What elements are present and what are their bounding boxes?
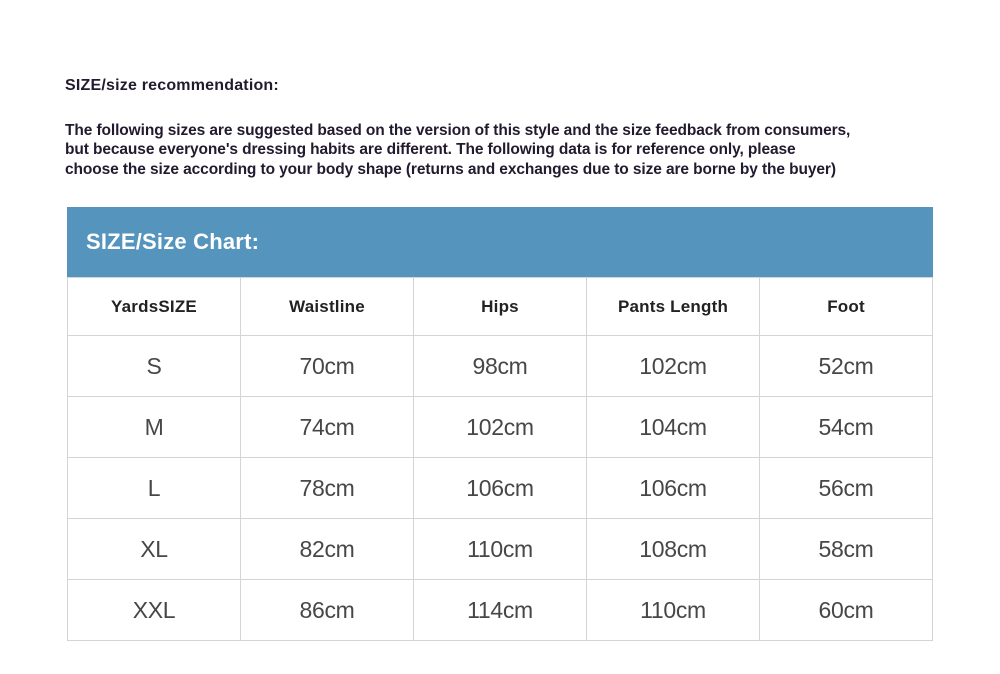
hips-cell: 106cm: [414, 458, 587, 519]
note-line: The following sizes are suggested based on the version of this style and the size feedback from consumers,: [65, 122, 851, 139]
pants-length-cell: 104cm: [587, 397, 760, 458]
foot-cell: 52cm: [760, 336, 933, 397]
pants-length-cell: 106cm: [587, 458, 760, 519]
column-header-pants-length: Pants Length: [587, 278, 760, 336]
size-recommendation-note: [65, 121, 850, 179]
waistline-cell: 78cm: [241, 458, 414, 519]
hips-cell: 110cm: [414, 519, 587, 580]
column-header-hips: Hips: [414, 278, 587, 336]
table-row: [68, 458, 933, 519]
size-cell: XXL: [68, 580, 241, 641]
column-header-yards-size: YardsSIZE: [68, 278, 241, 336]
table-row: [68, 519, 933, 580]
page-title: SIZE/size recommendation:: [65, 77, 279, 94]
hips-cell: 102cm: [414, 397, 587, 458]
waistline-cell: 86cm: [241, 580, 414, 641]
waistline-cell: 70cm: [241, 336, 414, 397]
pants-length-cell: 110cm: [587, 580, 760, 641]
table-header-row: [68, 278, 933, 336]
note-line: choose the size according to your body shape (returns and exchanges due to size are borne by the buyer): [65, 160, 836, 178]
foot-cell: 54cm: [760, 397, 933, 458]
note-line: but because everyone's dressing habits are different. The following data is for reference only, please: [65, 141, 796, 159]
foot-cell: 56cm: [760, 458, 933, 519]
size-cell: M: [68, 397, 241, 458]
foot-cell: 60cm: [760, 580, 933, 641]
size-cell: S: [68, 336, 241, 397]
foot-cell: 58cm: [760, 519, 933, 580]
waistline-cell: 82cm: [241, 519, 414, 580]
size-chart-title: SIZE/Size Chart:: [86, 229, 260, 254]
size-chart-title-bar: [67, 207, 933, 277]
table-row: [68, 580, 933, 641]
waistline-cell: 74cm: [241, 397, 414, 458]
table-row: [68, 336, 933, 397]
table-row: [68, 397, 933, 458]
column-header-foot: Foot: [760, 278, 933, 336]
column-header-waistline: Waistline: [241, 278, 414, 336]
pants-length-cell: 102cm: [587, 336, 760, 397]
size-cell: XL: [68, 519, 241, 580]
pants-length-cell: 108cm: [587, 519, 760, 580]
size-cell: L: [68, 458, 241, 519]
size-table: [67, 277, 933, 641]
hips-cell: 98cm: [414, 336, 587, 397]
hips-cell: 114cm: [414, 580, 587, 641]
